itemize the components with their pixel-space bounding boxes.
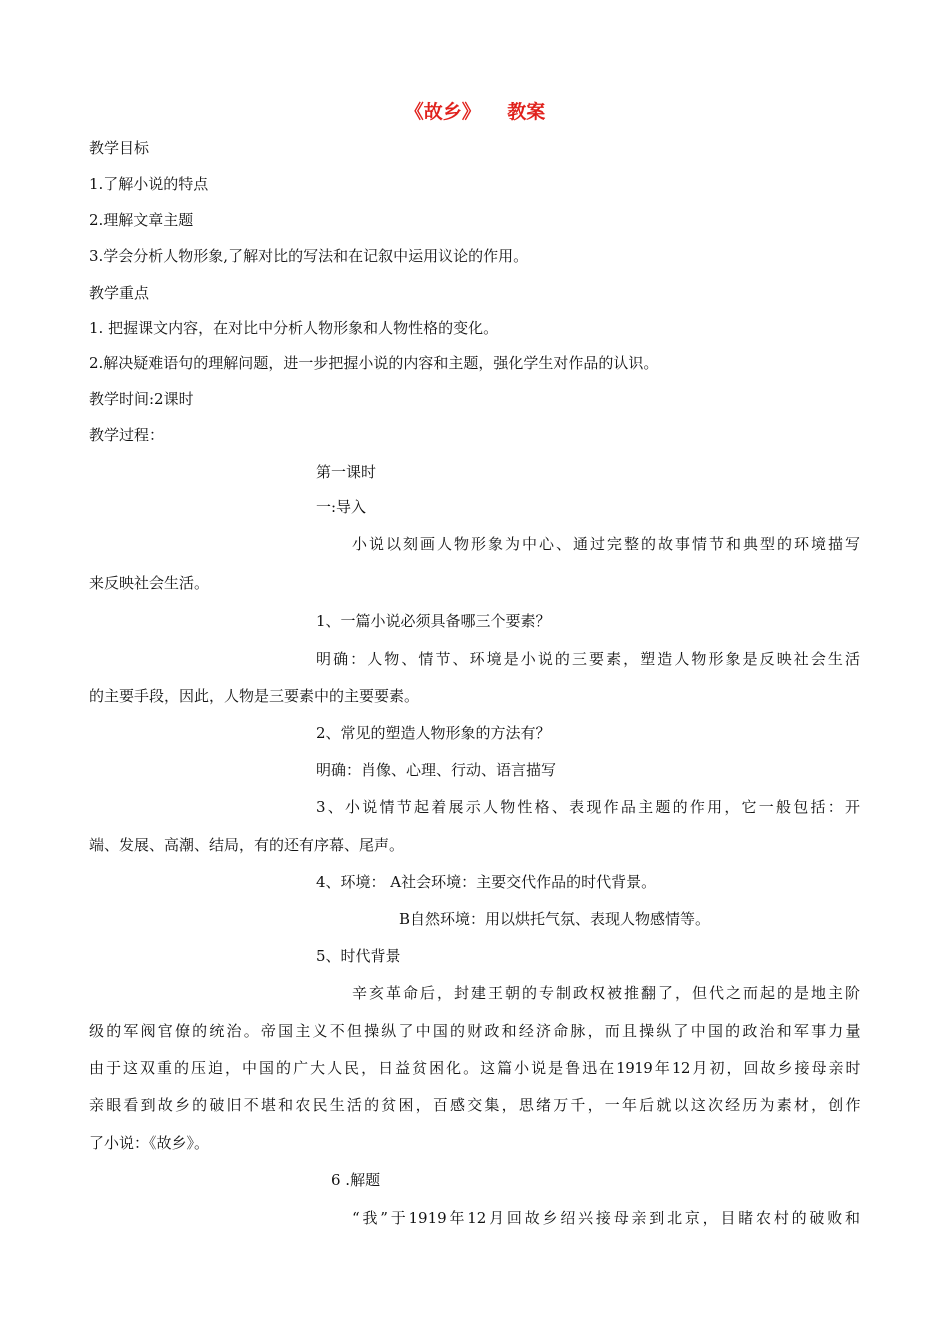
background-text-4: 亲眼看到故乡的破旧不堪和农民生活的贫困，百感交集，思绪万千，一年后就以这次经历为素材，创作 [89,1096,860,1114]
environment-line-1: 4、环境： A社会环境：主要交代作品的时代背景。 [316,873,657,891]
background-heading: 5、时代背景 [316,947,401,965]
intro-paragraph-line-1 [352,534,860,554]
background-text-2: 级的军阀官僚的统治。帝国主义不但操纵了中国的财政和经济命脉，而且操纵了中国的政治和军事力量 [89,1022,860,1040]
background-line-5: 了小说：《故乡》。 [89,1134,210,1152]
heading-teaching-goals: 教学目标 [89,139,150,157]
goal-item-1: 1.了解小说的特点 [89,175,209,193]
answer-1-text-1: 明确：人物、情节、环境是小说的三要素，塑造人物形象是反映社会生活 [316,650,860,668]
answer-1-line-1 [316,649,860,669]
background-text-3: 由于这双重的压迫，中国的广大人民，日益贫困化。这篇小说是鲁迅在1919年12月初，回故乡接母亲时 [89,1059,860,1077]
question-2: 2、常见的塑造人物形象的方法有？ [316,724,551,742]
focus-item-2: 2.解决疑难语句的理解问题，进一步把握小说的内容和主题，强化学生对作品的认识。 [89,354,659,372]
answer-1-line-2: 的主要手段，因此，人物是三要素中的主要要素。 [89,687,420,705]
background-text-1: 辛亥革命后，封建王朝的专制政权被推翻了，但代之而起的是地主阶 [352,984,860,1002]
plot-line-2: 端、发展、高潮、结局，有的还有序幕、尾声。 [89,836,405,854]
background-line-2 [89,1021,860,1041]
section-intro-heading: 一:导入 [316,498,367,516]
plot-line-1 [316,797,860,817]
lesson-one-heading: 第一课时 [316,463,377,481]
goal-item-3: 3.学会分析人物形象,了解对比的写法和在记叙中运用议论的作用。 [89,247,529,265]
background-line-1 [352,983,860,1003]
title-explanation-text-1: “我”于1919年12月回故乡绍兴接母亲到北京，目睹农村的破败和 [352,1209,860,1227]
teaching-time: 教学时间:2课时 [89,390,194,408]
answer-2: 明确：肖像、心理、行动、语言描写 [316,761,557,779]
title-explanation-line-1 [352,1208,860,1228]
document-title: 《故乡》 教案 [404,101,546,123]
background-line-4 [89,1095,860,1115]
question-1: 1、一篇小说必须具备哪三个要素？ [316,612,551,630]
background-line-3 [89,1058,860,1078]
environment-line-2: B自然环境：用以烘托气氛、表现人物感情等。 [399,910,711,928]
intro-paragraph-text-1: 小说以刻画人物形象为中心、通过完整的故事情节和典型的环境描写 [352,535,860,553]
focus-item-1: 1. 把握课文内容，在对比中分析人物形象和人物性格的变化。 [89,319,499,337]
heading-teaching-process: 教学过程： [89,426,165,444]
title-explanation-heading: 6 .解题 [331,1171,381,1189]
intro-paragraph-line-2: 来反映社会生活。 [89,574,210,592]
plot-text-1: 3、小说情节起着展示人物性格、表现作品主题的作用，它一般包括：开 [316,798,860,816]
heading-teaching-focus: 教学重点 [89,284,150,302]
goal-item-2: 2.理解文章主题 [89,211,194,229]
